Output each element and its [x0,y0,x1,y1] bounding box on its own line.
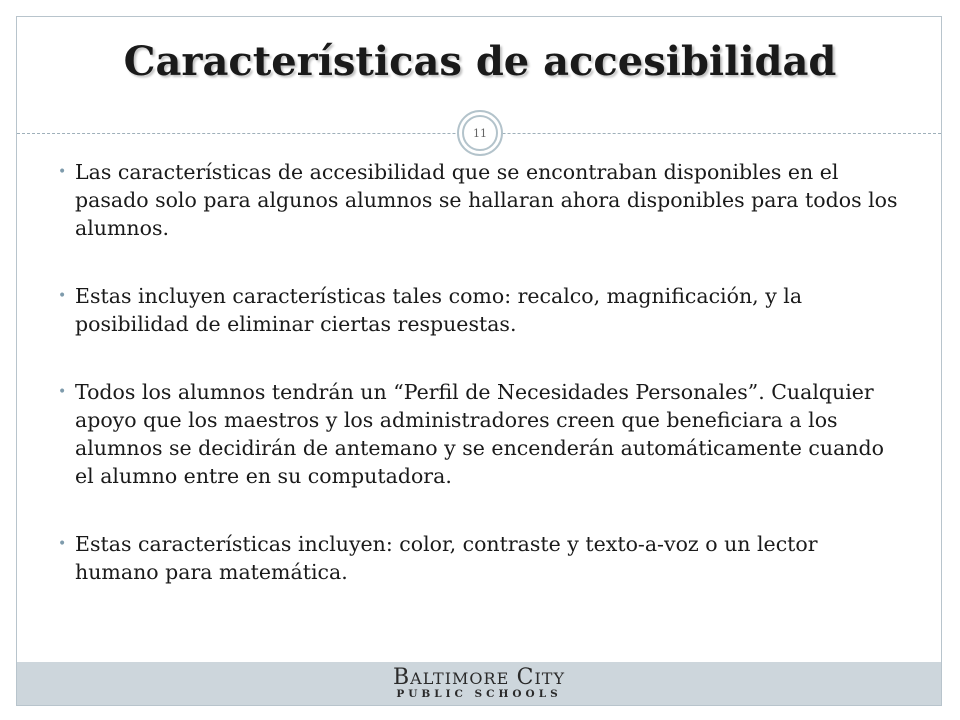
bullet-item [58,158,898,242]
bullet-text: Estas incluyen características tales como: recalco, magnificación, y la posibilidad de eliminar ciertas respuestas. [75,284,803,336]
baltimore-city-logo [17,662,941,705]
bullet-dot-icon: • [58,288,67,304]
bullet-text: Estas características incluyen: color, contraste y texto-a-voz o un lector humano para matemática. [75,532,818,584]
page-number-badge [457,110,503,156]
bullet-text: Todos los alumnos tendrán un “Perfil de Necesidades Personales”. Cualquier apoyo que los maestros y los administradores creen que beneficiara a los alumnos se decidirán de antemano y se encenderán automáticamente cuando el alumno entre en su computadora. [75,380,884,488]
logo-line1: BALTIMORE CITY [392,665,566,690]
bullet-dot-icon: • [58,384,67,400]
footer-band [17,662,941,705]
logo-line2: PUBLIC SCHOOLS [396,688,562,700]
bullet-dot-icon: • [58,536,67,552]
bullet-list [58,158,898,626]
bullet-item [58,378,898,490]
page-number: 11 [462,115,498,151]
bullet-dot-icon: • [58,164,67,180]
bullet-text: Las características de accesibilidad que se encontraban disponibles en el pasado solo para algunos alumnos se hallaran ahora disponibles para todos los alumnos. [75,160,898,240]
slide-title: Características de accesibilidad [123,38,837,85]
bullet-item [58,530,898,586]
bullet-item [58,282,898,338]
